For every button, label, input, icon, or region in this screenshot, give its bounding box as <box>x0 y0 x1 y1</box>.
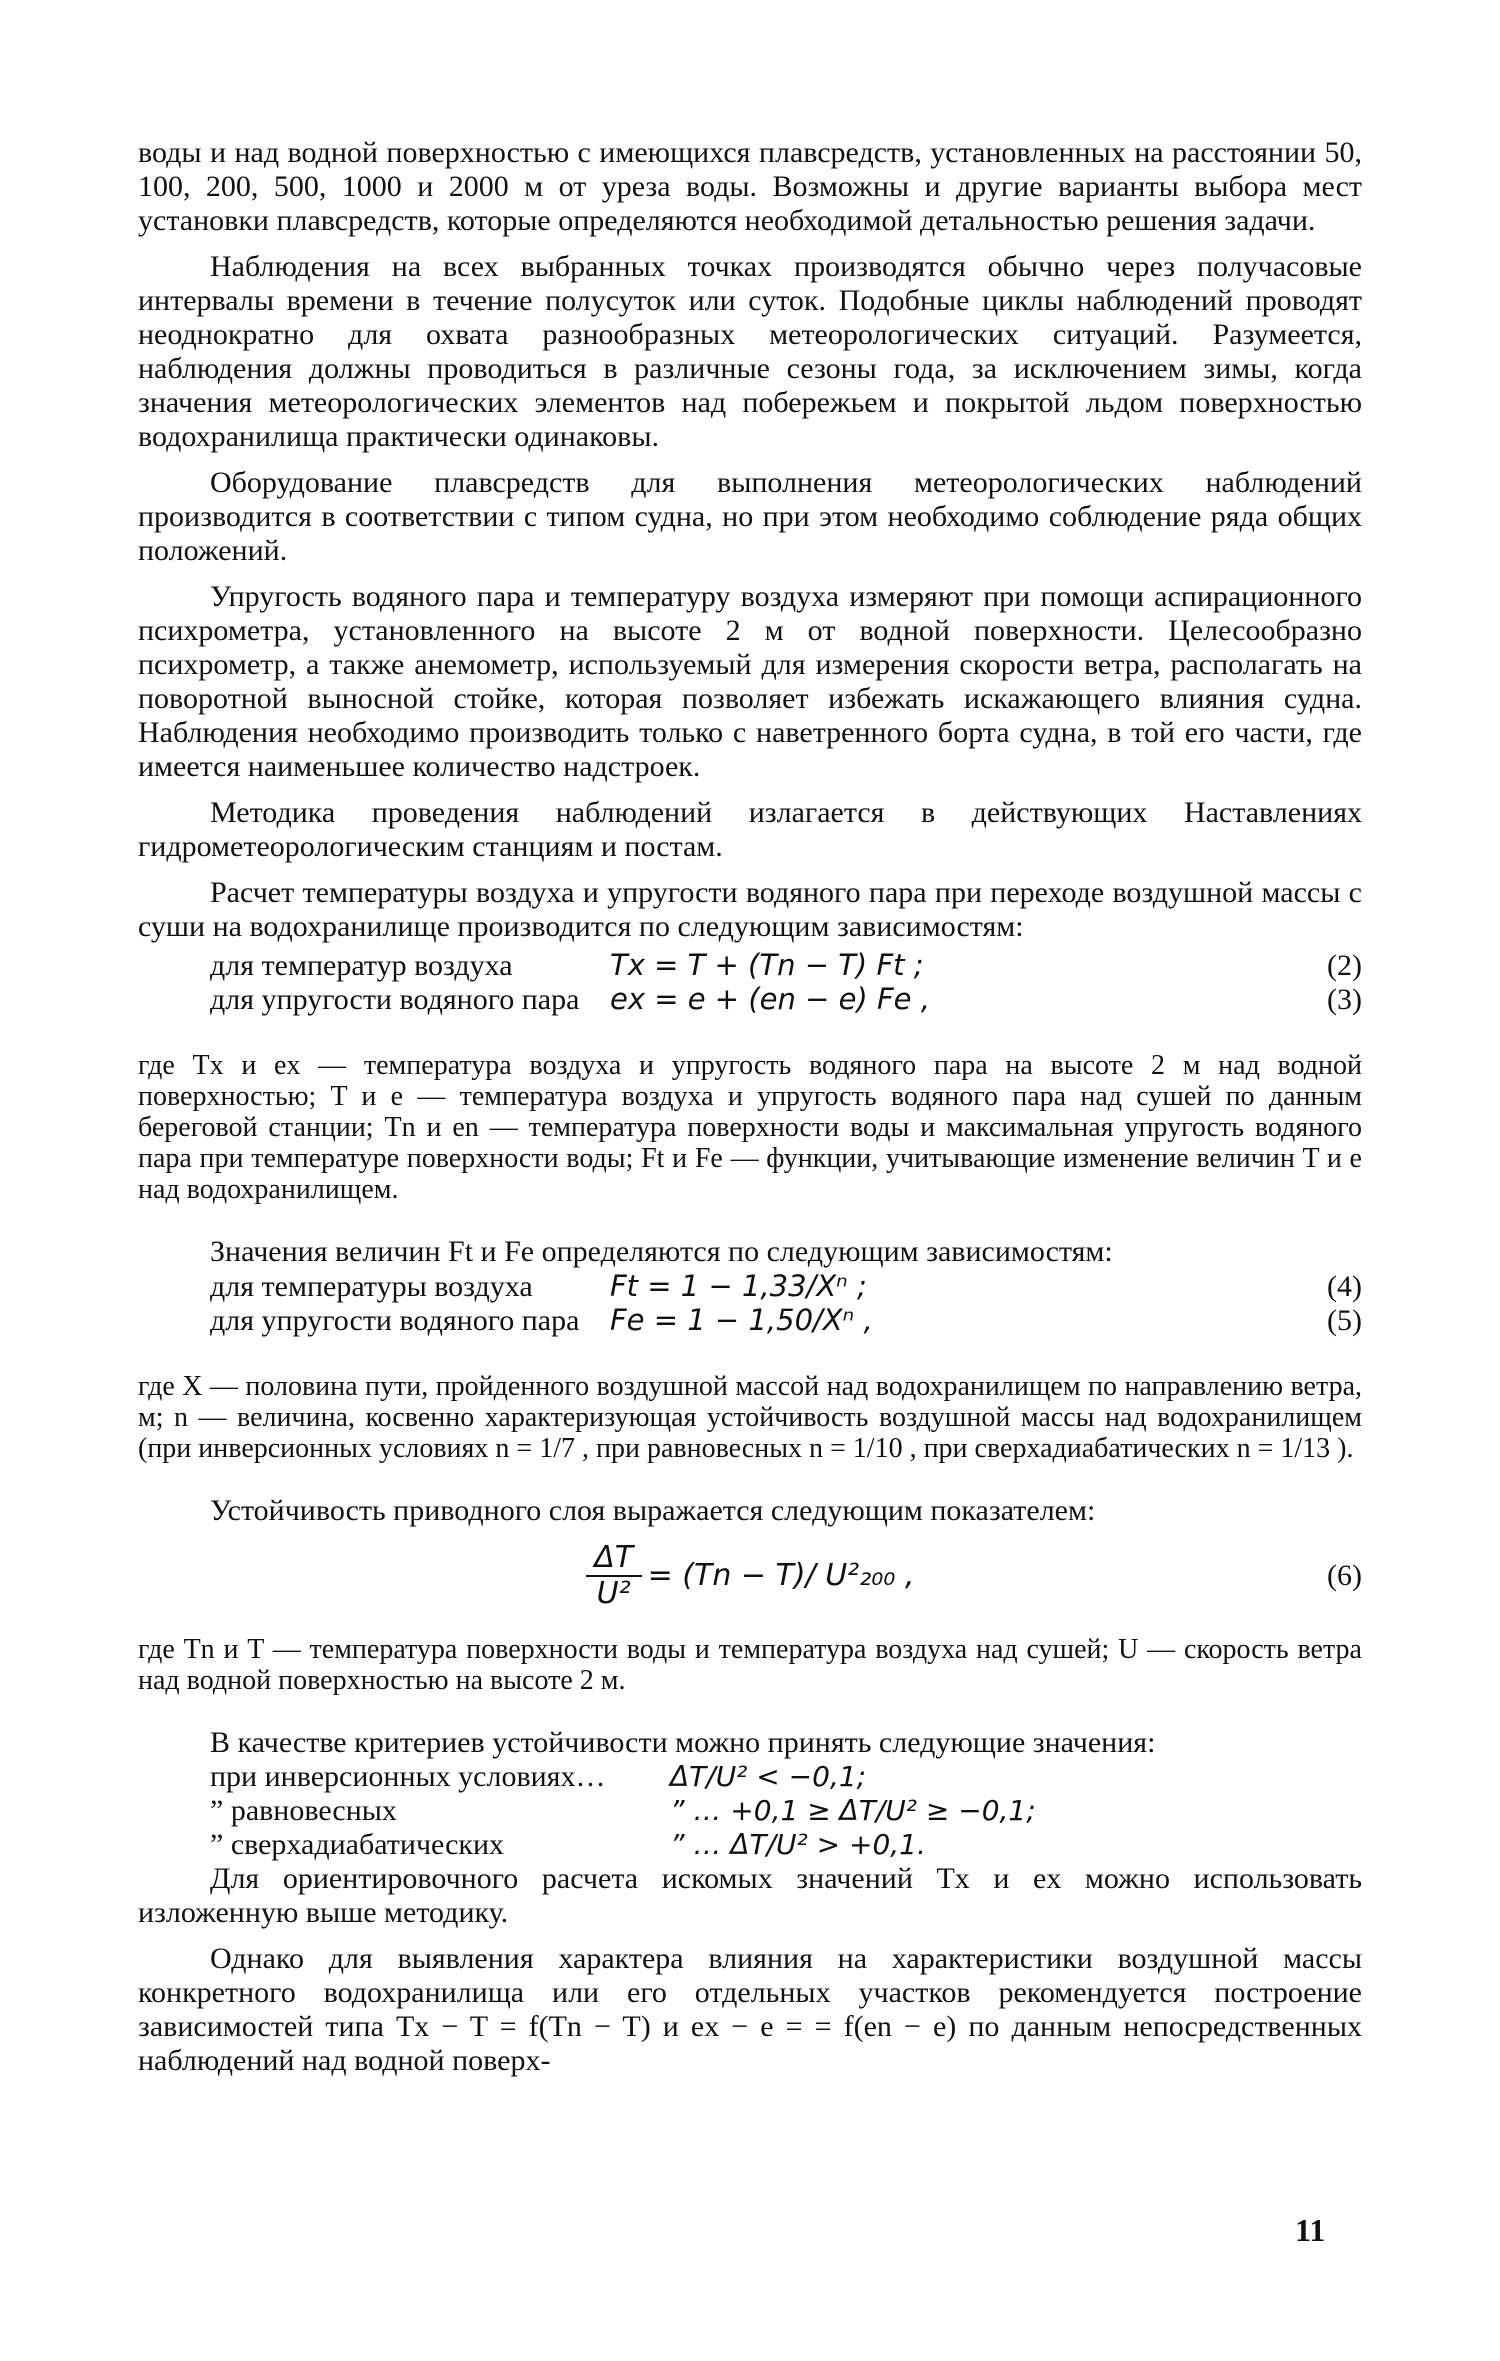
formula-3 <box>138 982 1362 1016</box>
formula-number: (5) <box>1327 1304 1362 1337</box>
formula-5 <box>138 1303 1362 1337</box>
formula-label: для температур воздуха <box>210 949 513 982</box>
body-text <box>138 136 1362 2090</box>
fraction <box>586 1541 642 1611</box>
paragraph: воды и над водной поверхностью с имеющихся плавсредств, установленных на расстоянии 50, 100, 200, 500, 1000 и 2000 м от уреза воды. Возможны и другие варианты выбора мест установки плавсредств, которые определяются необходимой детальностью решения задачи. <box>138 136 1362 237</box>
paragraph: где X — половина пути, пройденного воздушной массой над водохранилищем по направлению ветра, м; n — величина, косвенно характеризующая устойчивость воздушной массы над водохранилищем (при инверсионных условиях n = 1/7 , при равновесных n = 1/10 , при сверхадиабатических n = 1/13 ). <box>138 1371 1362 1464</box>
criterion-label: ” равновесных <box>210 1794 397 1827</box>
paragraph: где Tn и T — температура поверхности воды и температура воздуха над сушей; U — скорость ветра над водной поверхностью на высоте 2 м. <box>138 1634 1362 1696</box>
formula-expression: Tx = T + (Tn − T) Ft ; <box>610 948 924 982</box>
paragraph: Значения величин Ft и Fe определяются по следующим зависимостям: <box>210 1235 1113 1268</box>
formula-label: для температуры воздуха <box>210 1270 533 1303</box>
formula-2 <box>138 948 1362 982</box>
fraction-numerator: ΔT <box>594 1540 634 1575</box>
paragraph: Для ориентировочного расчета искомых значений Tx и ex можно использовать изложенную выше методику. <box>138 1862 1362 1929</box>
formula-6 <box>138 1534 1362 1618</box>
paragraph: Однако для выявления характера влияния на характеристики воздушной массы конкретного водохранилища или его отдельных участков рекомендуется построение зависимостей типа Tx − T = f(Tn − T) и ex − e = = f(en − e) по данным непосредственных наблюдений над водной поверх- <box>138 1942 1362 2077</box>
paragraph: Методика проведения наблюдений излагается в действующих Наставлениях гидрометеорологическим станциям и постам. <box>138 796 1362 863</box>
formula-expression: Fe = 1 − 1,50/Xⁿ , <box>610 1303 873 1337</box>
fraction-denominator: U² <box>596 1576 631 1611</box>
formula-label: для упругости водяного пара <box>210 1304 580 1337</box>
paragraph: где Tx и ex — температура воздуха и упругость водяного пара на высоте 2 м над водной поверхностью; T и e — температура воздуха и упругость водяного пара над сушей по данным береговой станции; Tn и en — температура поверхности воды и максимальная упругость водяного пара при температуре поверхности воды; Ft и Fe — функции, учитывающие изменение величин T и e над водохранилищем. <box>138 1050 1362 1205</box>
formula-number: (2) <box>1327 949 1362 982</box>
criterion-row <box>138 1828 1362 1862</box>
criterion-expression: ΔT/U² < −0,1; <box>670 1760 867 1793</box>
paragraph: Наблюдения на всех выбранных точках производятся обычно через получасовые интервалы времени в течение полусуток или суток. Подобные циклы наблюдений проводят неоднократно для охвата разнообразных метеорологических ситуаций. Разумеется, наблюдения должны проводиться в различные сезоны года, за исключением зимы, когда значения метеорологических элементов над побережьем и покрытой льдом поверхностью водохранилища практически одинаковы. <box>138 250 1362 453</box>
criterion-label: ” сверхадиабатических <box>210 1828 505 1861</box>
formula-4 <box>138 1269 1362 1303</box>
criterion-row <box>138 1794 1362 1828</box>
formula-number: (4) <box>1327 1270 1362 1303</box>
criterion-expression: ” … +0,1 ≥ ΔT/U² ≥ −0,1; <box>670 1794 1036 1827</box>
formula-expression: ex = e + (en − e) Fe , <box>610 982 930 1016</box>
criterion-label: при инверсионных условиях… <box>210 1760 606 1793</box>
paragraph: Расчет температуры воздуха и упругости водяного пара при переходе воздушной массы с суши на водохранилище производится по следующим зависимостям: <box>138 876 1362 943</box>
paragraph: Упругость водяного пара и температуру воздуха измеряют при помощи аспирационного психрометра, установленного на высоте 2 м от водной поверхности. Целесообразно психрометр, а также анемометр, используемый для измерения скорости ветра, располагать на поворотной выносной стойке, которая позволяет избежать искажающего влияния судна. Наблюдения необходимо производить только с наветренного борта судна, в той его части, где имеется наименьшее количество надстроек. <box>138 580 1362 783</box>
paragraph: Оборудование плавсредств для выполнения метеорологических наблюдений производится в соответствии с типом судна, но при этом необходимо соблюдение ряда общих положений. <box>138 466 1362 567</box>
formula-label: для упругости водяного пара <box>210 983 580 1016</box>
criterion-expression: ” … ΔT/U² > +0,1. <box>670 1828 926 1861</box>
formula-number: (6) <box>1327 1559 1362 1592</box>
page-number: 11 <box>1295 2212 1326 2248</box>
formula-expression: = (Tn − T)/ U²₂₀₀ , <box>647 1558 915 1593</box>
formula-number: (3) <box>1327 983 1362 1016</box>
paragraph: Устойчивость приводного слоя выражается следующим показателем: <box>210 1494 1096 1527</box>
criterion-row <box>138 1760 1362 1794</box>
formula-expression: Ft = 1 − 1,33/Xⁿ ; <box>610 1269 867 1303</box>
paragraph: В качестве критериев устойчивости можно принять следующие значения: <box>210 1726 1156 1759</box>
